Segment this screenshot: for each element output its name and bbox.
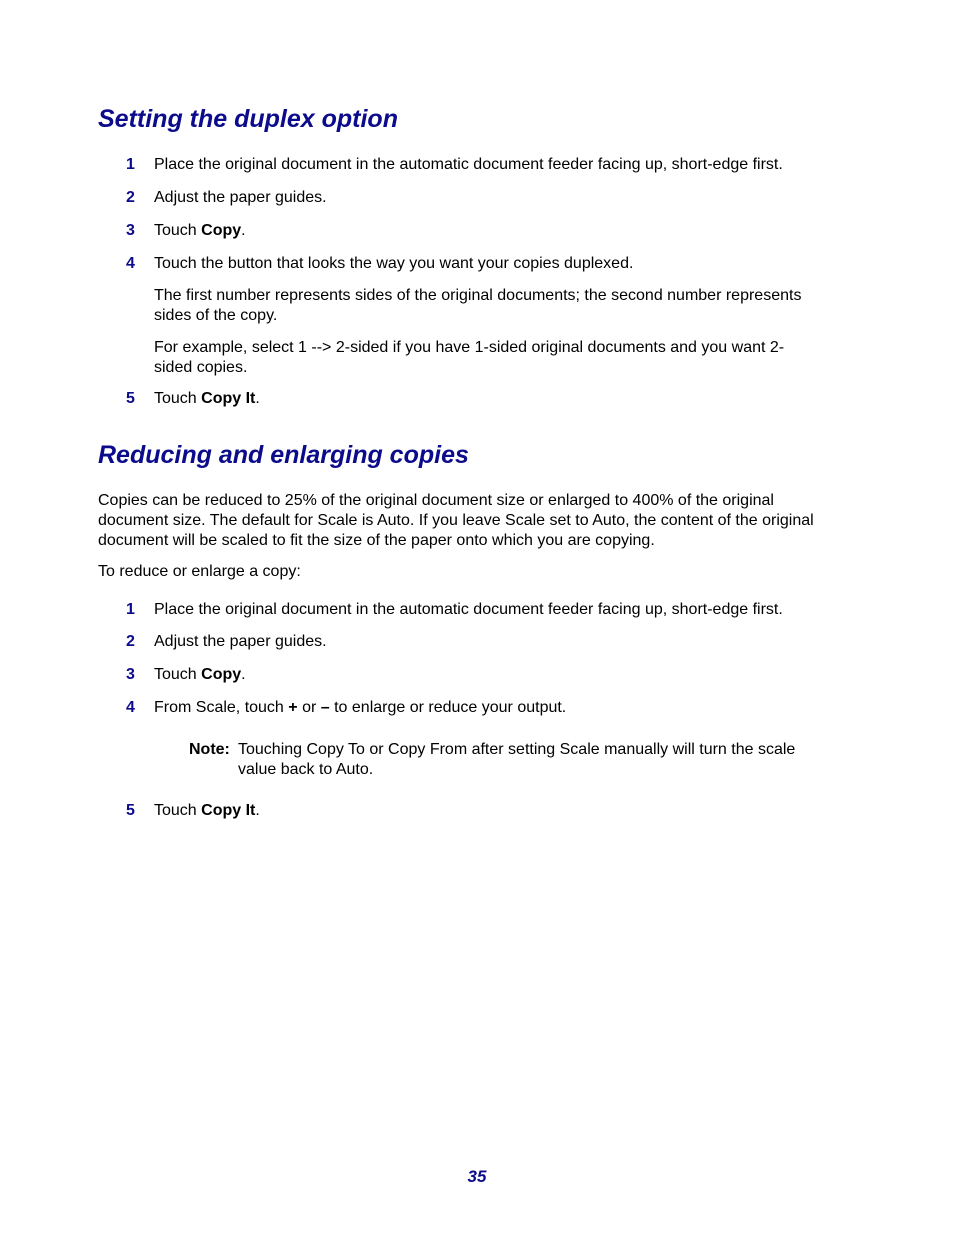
step-text: Touch Copy. — [154, 222, 246, 239]
step-explanation: The first number represents sides of the original documents; the second number represents sides of the copy. — [154, 287, 802, 324]
step-number: 2 — [126, 189, 135, 206]
step-example: For example, select 1 --> 2-sided if you have 1-sided original documents and you want 2- sided copies. — [154, 339, 785, 376]
step-text: Touch Copy. — [154, 666, 246, 683]
step-text: Touch Copy It. — [154, 802, 260, 819]
step-text: Touch the button that looks the way you want your copies duplexed. — [154, 255, 634, 272]
intro-paragraph: Copies can be reduced to 25% of the original document size or enlarged to 400% of the original document size. The default for Scale is Auto. If you leave Scale set to Auto, the content of the original document will be scaled to fit the size of the paper onto which you are copying. — [98, 492, 814, 549]
lead-paragraph: To reduce or enlarge a copy: — [98, 563, 301, 580]
step-text: Place the original document in the automatic document feeder facing up, short-edge first. — [154, 601, 783, 618]
step-number: 4 — [126, 255, 135, 272]
step-number: 1 — [126, 601, 135, 618]
section-heading-duplex: Setting the duplex option — [98, 105, 398, 133]
step-text: Adjust the paper guides. — [154, 633, 327, 650]
step-number: 3 — [126, 222, 135, 239]
step-text: Touch Copy It. — [154, 390, 260, 407]
step-number: 2 — [126, 633, 135, 650]
note-label: Note: — [189, 741, 230, 758]
step-number: 4 — [126, 699, 135, 716]
step-number: 3 — [126, 666, 135, 683]
step-text: From Scale, touch + or – to enlarge or reduce your output. — [154, 699, 567, 716]
page-number: 35 — [467, 1167, 487, 1186]
step-number: 5 — [126, 390, 135, 407]
step-number: 1 — [126, 156, 135, 173]
step-number: 5 — [126, 802, 135, 819]
note-text: Touching Copy To or Copy From after setting Scale manually will turn the scale value back to Auto. — [238, 741, 796, 778]
section-heading-scaling: Reducing and enlarging copies — [98, 441, 469, 469]
step-text: Adjust the paper guides. — [154, 189, 327, 206]
step-text: Place the original document in the automatic document feeder facing up, short-edge first. — [154, 156, 783, 173]
